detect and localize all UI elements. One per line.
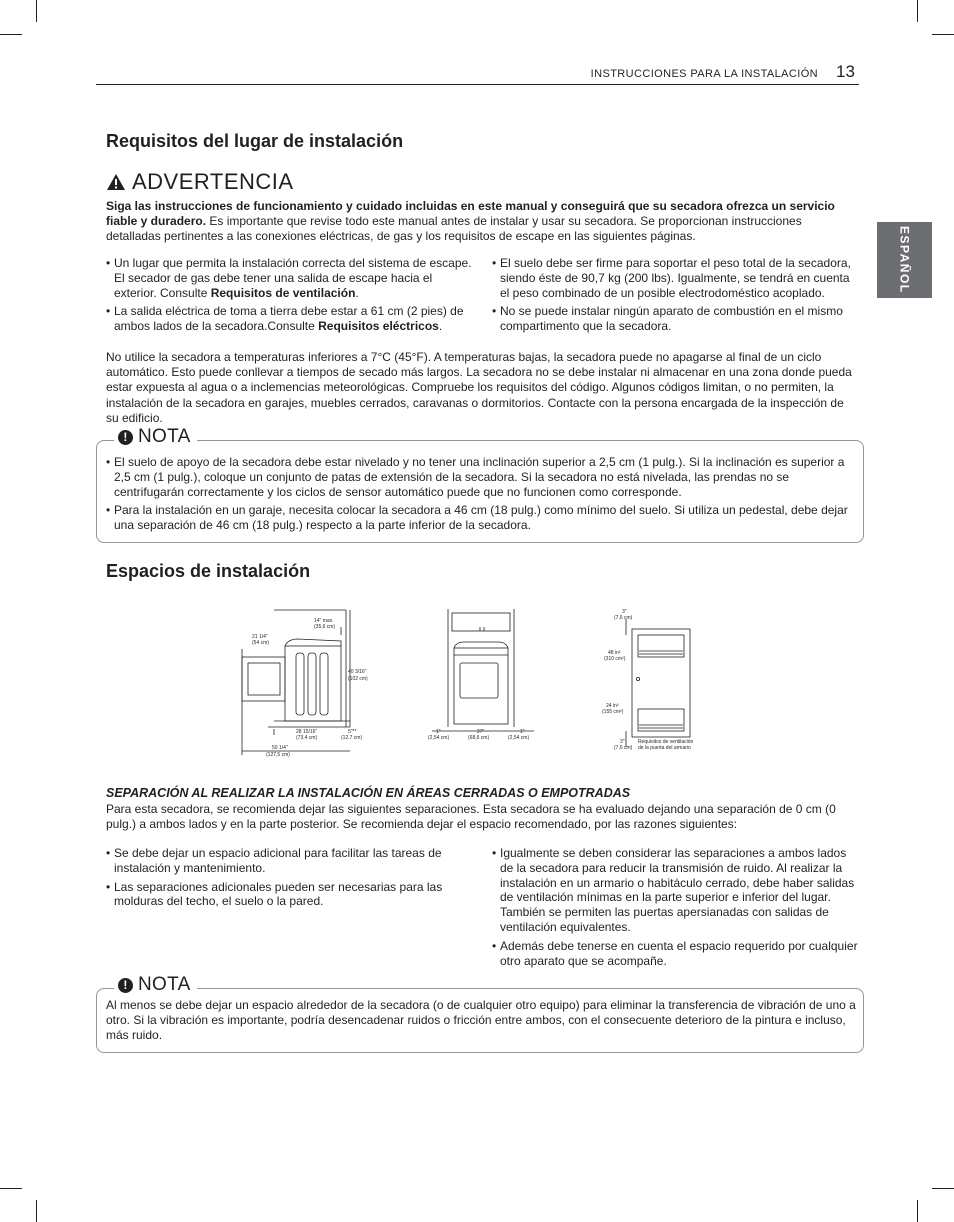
upper-vent-area: 48 in² — [608, 650, 621, 656]
note-label: NOTA — [138, 426, 191, 447]
cabinet-door-vent-diagram — [598, 605, 728, 755]
section-title-espacios: Espacios de instalación — [106, 561, 311, 581]
list-item: • No se puede instalar ningún aparato de combustión en el mismo compartimento que la secadora. — [492, 304, 857, 334]
bottom-gap-inches: 3" — [620, 739, 625, 745]
warning-bold-text: Siga las instrucciones de funcionamiento y cuidado incluidas en este manual y conseguirá que su secadora ofrezca un servicio fiable y duradero. — [106, 199, 835, 229]
rear-clearance-inches: 5"** — [348, 729, 357, 735]
top-gap-inches: 3" — [622, 609, 627, 615]
section-title-requisitos: Requisitos del lugar de instalación — [106, 131, 404, 151]
upper-vent-area-cm: (310 cm²) — [604, 656, 626, 662]
right-gap-cm: (2,54 cm) — [508, 735, 530, 741]
open-door-inches: 28 15/16" — [296, 729, 318, 735]
language-tab — [877, 222, 932, 298]
top-clearance-inches: 14" max. — [314, 618, 334, 624]
crop-mark — [932, 1188, 954, 1189]
note-heading — [114, 426, 197, 448]
requirements-right-list — [492, 256, 857, 338]
note-heading — [114, 974, 197, 996]
warning-title: ADVERTENCIA — [132, 169, 294, 194]
list-item: • Para la instalación en un garaje, necesita colocar la secadora a 46 cm (18 pulg.) como mínimo del suelo. Si utiliza un pedestal, debe dejar una separación de 46 cm (18 pulg.) respecto a la parte inferior de la secadora. — [106, 503, 860, 533]
total-depth-inches: 50 1/4" — [272, 745, 288, 751]
right-gap-inches: 1" — [520, 729, 525, 735]
list-item: • El suelo de apoyo de la secadora debe estar nivelado y no tener una inclinación superior a 2,5 cm (1 pulg.). Si la inclinación es superior a 2,5 cm (1 pulg.), coloque un conjunto de patas de extensión de la secadora. Si la secadora no está nivelada, las prendas no se centrifugarán correctamente y los ciclos de sensor automático puede que no funcionen como corresponde. — [106, 455, 860, 499]
crop-mark — [36, 1200, 37, 1222]
clearance-left-list — [106, 846, 466, 913]
rear-clearance-cm: (12,7 cm) — [341, 735, 363, 741]
depth-cm: (54 cm) — [252, 640, 269, 646]
note-list — [106, 455, 860, 537]
total-depth-cm: (127,5 cm) — [266, 752, 290, 758]
list-item: • Se debe dejar un espacio adicional para facilitar las tareas de instalación y mantenimiento. — [106, 846, 466, 876]
crop-mark — [917, 1200, 918, 1222]
warning-triangle-icon — [106, 173, 126, 191]
width-inches: 27" — [477, 729, 485, 735]
list-item: • Además debe tenerse en cuenta el espacio requerido por cualquier otro aparato que se acompañe. — [492, 939, 862, 969]
crop-mark — [917, 0, 918, 22]
left-gap-cm: (2,54 cm) — [428, 735, 450, 741]
header-rule — [96, 84, 859, 85]
list-item: • Las separaciones adicionales pueden ser necesarias para las molduras del techo, el suelo o la pared. — [106, 880, 466, 910]
clearance-paragraph: Para esta secadora, se recomienda dejar las siguientes separaciones. Esta secadora se ha evaluado dejando una separación de 0 cm (0 pulg.) a ambos lados y en la parte posterior. Se recomienda dejar el espacio recomendado, por las razones siguientes: — [106, 802, 836, 832]
language-tab-label: ESPAÑOL — [897, 226, 912, 294]
list-item: • Un lugar que permita la instalación correcta del sistema de escape. El secador de gas debe tener una salida de escape hacia el exterior. Consulte Requisitos de ventilación. — [106, 256, 476, 300]
warning-paragraph — [106, 199, 846, 245]
exclamation-icon: ! — [118, 978, 133, 993]
header-section-title: INSTRUCCIONES PARA LA INSTALACIÓN — [590, 68, 818, 80]
vibration-note-text: Al menos se debe dejar un espacio alrededor de la secadora (o de cualquier otro equipo) para eliminar la transferencia de vibración de uno a otro. Si la vibración es importante, podría desencadenar ruidos o fricción entre ambos, con el consecuente deterioro de la pintura e incluso, más ruido. — [106, 998, 856, 1043]
list-item: • La salida eléctrica de toma a tierra debe estar a 61 cm (2 pies) de ambos lados de la secadora.Consulte Requisitos eléctricos. — [106, 304, 476, 334]
warning-heading — [106, 169, 294, 195]
note-label: NOTA — [138, 974, 191, 995]
crop-mark — [0, 1188, 22, 1189]
enclosed-installation-heading: SEPARACIÓN AL REALIZAR LA INSTALACIÓN EN ÁREAS CERRADAS O EMPOTRADAS — [106, 786, 631, 800]
clearance-right-list — [492, 846, 862, 972]
front-view-diagram — [424, 605, 544, 745]
width-cm: (68,6 cm) — [468, 735, 490, 741]
side-view-diagram — [238, 605, 378, 760]
depth-inches: 21 1/4" — [252, 634, 268, 640]
crop-mark — [0, 34, 22, 35]
crop-mark — [932, 34, 954, 35]
page-number: 13 — [836, 62, 855, 81]
open-door-cm: (73,4 cm) — [296, 735, 318, 741]
crop-mark — [36, 0, 37, 22]
requirements-left-list — [106, 256, 476, 338]
top-clearance-cm: (35,6 cm) — [314, 624, 336, 630]
warning-body-text: Es importante que revise todo este manual antes de instalar y usar su secadora. Se proporcionan instrucciones detalladas pertinentes a las conexiones eléctricas, de gas y los requisitos de escape en las siguientes páginas. — [106, 214, 802, 244]
list-item: • El suelo debe ser firme para soportar el peso total de la secadora, siendo éste de 90,7 kg (200 lbs). Igualmente, se tendrá en cuenta el peso combinado de un posible electrodoméstico acoplado. — [492, 256, 857, 300]
vent-caption-line1: Requisitos de ventilación — [638, 739, 694, 745]
lower-vent-area-cm: (155 cm²) — [602, 709, 624, 715]
lower-vent-area: 24 in² — [606, 703, 619, 709]
height-inches: 40 3/16" — [348, 669, 367, 675]
left-gap-inches: 1" — [436, 729, 441, 735]
list-item: • Igualmente se deben considerar las separaciones a ambos lados de la secadora para reducir la transmisión de ruido. Al realizar la instalación en un armario o habitáculo cerrado, debe haber salidas de ventilación mínimas en la parte superior e inferior del lugar. También se permiten las puertas apersianadas con salidas de ventilación equivalentes. — [492, 846, 862, 935]
height-cm: (102 cm) — [348, 676, 368, 682]
bottom-gap-cm: (7,6 cm) — [614, 745, 633, 751]
exclamation-icon: ! — [118, 430, 133, 445]
top-gap-cm: (7,6 cm) — [614, 615, 633, 621]
vent-caption-line2: de la puerta del armario — [638, 745, 691, 751]
temperature-paragraph: No utilice la secadora a temperaturas inferiores a 7°C (45°F). A temperaturas bajas, la secadora puede no apagarse al final de un ciclo automático. Esto puede conllevar a tiempos de secado más largos. La secadora no se debe instalar ni almacenar en una zona donde pueda estar expuesta al agua o a inclemencias meteorológicas. Compruebe los requisitos del código. Algunos códigos limitan, o no permiten, la instalación de la secadora en garajes, muebles cerrados, caravanas o dormitorios. Contacte con la persona encargada de la inspección de su edificio. — [106, 350, 852, 425]
